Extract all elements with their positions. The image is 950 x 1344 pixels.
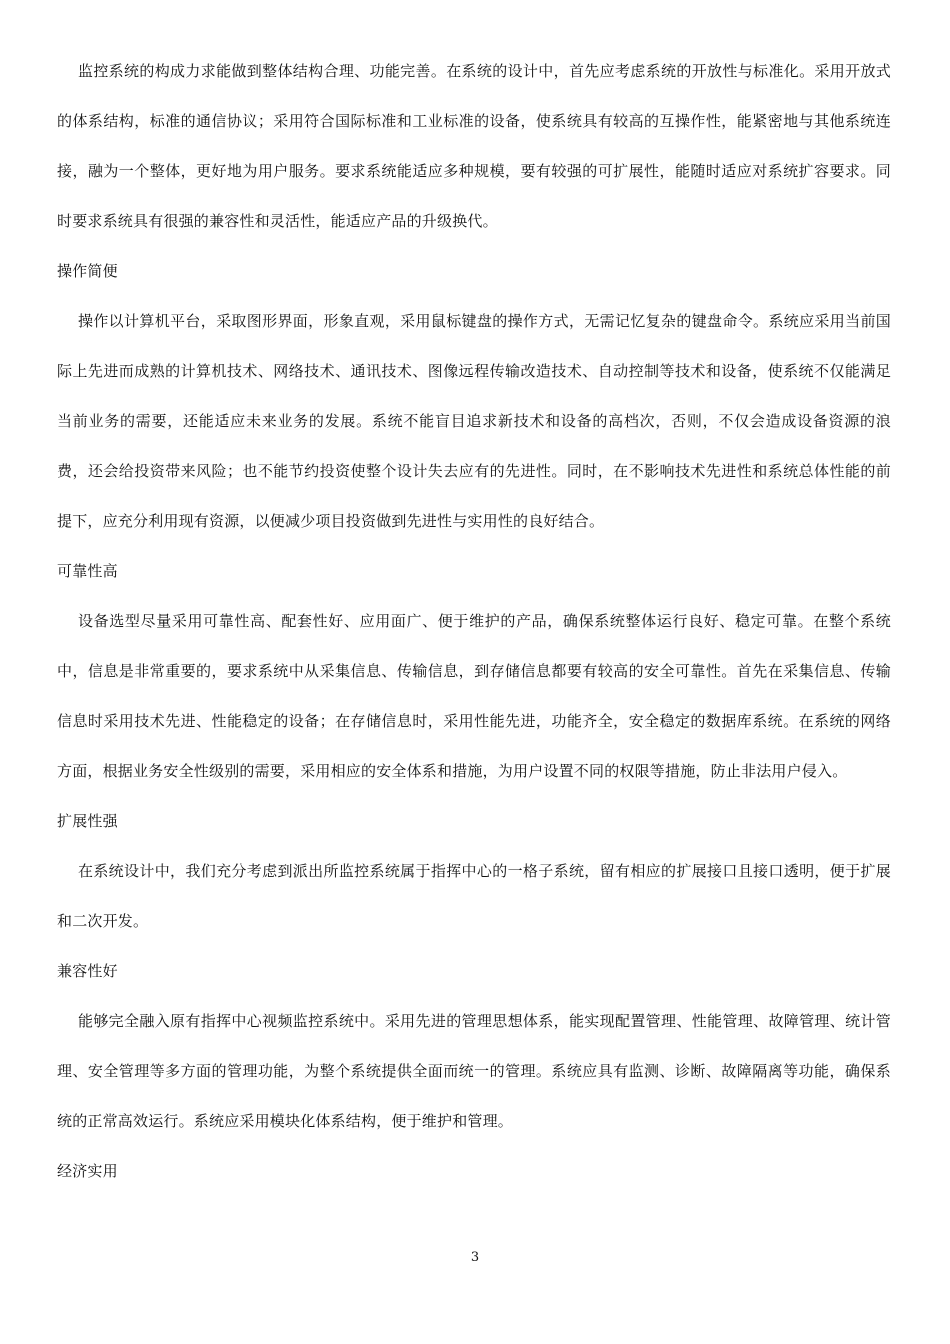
paragraph-easy-operation: 操作以计算机平台，采取图形界面，形象直观，采用鼠标键盘的操作方式，无需记忆复杂的键盘命令。系统应采用当前国际上先进而成熟的计算机技术、网络技术、通讯技术、图像远程传输改造技术、自动控制等技术和设备，使系统不仅能满足当前业务的需要，还能适应未来业务的发展。系统不能盲目追求新技术和设备的高档次，否则，不仅会造成设备资源的浪费，还会给投资带来风险；也不能节约投资使整个设计失去应有的先进性。同时，在不影响技术先进性和系统总体性能的前提下，应充分利用现有资源，以便减少项目投资做到先进性与实用性的良好结合。 xyxy=(57,312,891,530)
section-heading-good-compatibility: 兼容性好 xyxy=(57,962,118,980)
section-heading-high-reliability: 可靠性高 xyxy=(57,562,118,580)
paragraph-open-standards: 监控系统的构成力求能做到整体结构合理、功能完善。在系统的设计中，首先应考虑系统的开放性与标准化。采用开放式的体系结构，标准的通信协议；采用符合国际标准和工业标准的设备，使系统具有较高的互操作性，能紧密地与其他系统连接，融为一个整体，更好地为用户服务。要求系统能适应多种规模，要有较强的可扩展性，能随时适应对系统扩容要求。同时要求系统具有很强的兼容性和灵活性，能适应产品的升级换代。 xyxy=(57,62,891,230)
document-body xyxy=(57,46,891,1196)
paragraph-high-reliability: 设备选型尽量采用可靠性高、配套性好、应用面广、便于维护的产品，确保系统整体运行良好、稳定可靠。在整个系统中，信息是非常重要的，要求系统中从采集信息、传输信息，到存储信息都要有较高的安全可靠性。首先在采集信息、传输信息时采用技术先进、性能稳定的设备；在存储信息时，采用性能先进，功能齐全，安全稳定的数据库系统。在系统的网络方面，根据业务安全性级别的需要，采用相应的安全体系和措施，为用户设置不同的权限等措施，防止非法用户侵入。 xyxy=(57,612,891,780)
section-heading-economical-practical: 经济实用 xyxy=(57,1162,118,1180)
paragraph-strong-scalability: 在系统设计中，我们充分考虑到派出所监控系统属于指挥中心的一格子系统，留有相应的扩展接口且接口透明，便于扩展和二次开发。 xyxy=(57,862,891,930)
page-number: 3 xyxy=(470,1250,480,1265)
section-heading-easy-operation: 操作简便 xyxy=(57,262,118,280)
paragraph-good-compatibility: 能够完全融入原有指挥中心视频监控系统中。采用先进的管理思想体系，能实现配置管理、性能管理、故障管理、统计管理、安全管理等多方面的管理功能，为整个系统提供全面而统一的管理。系统应具有监测、诊断、故障隔离等功能，确保系统的正常高效运行。系统应采用模块化体系结构，便于维护和管理。 xyxy=(57,1012,891,1130)
section-heading-strong-scalability: 扩展性强 xyxy=(57,812,118,830)
